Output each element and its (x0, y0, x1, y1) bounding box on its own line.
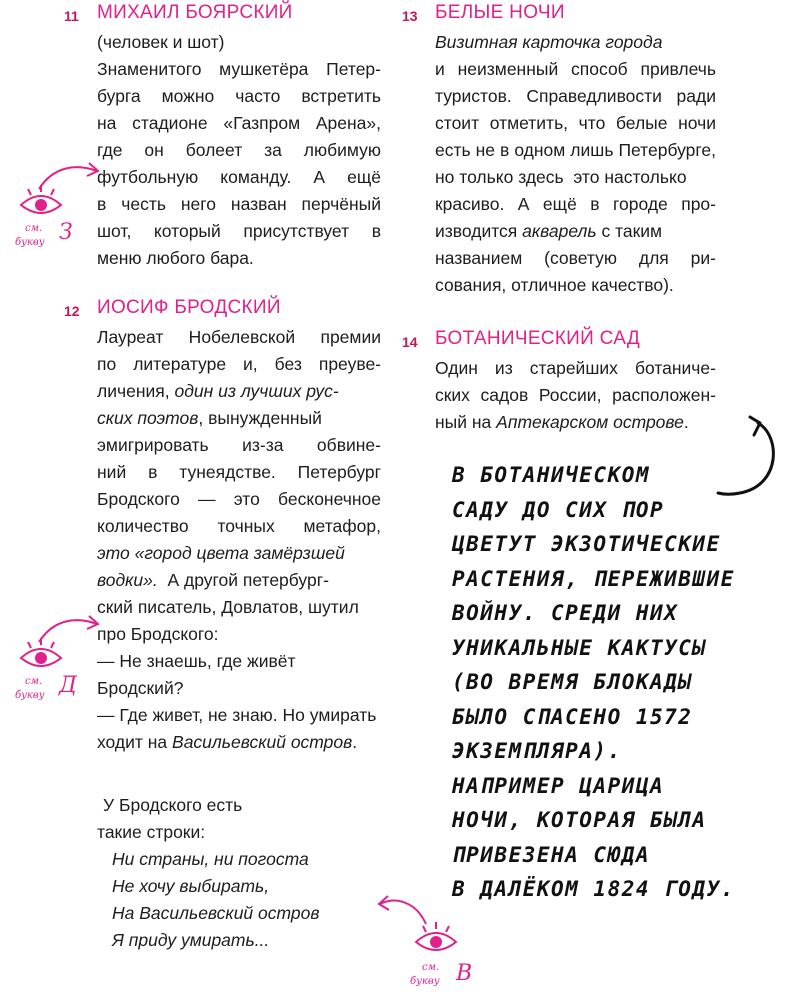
handwritten-note (452, 458, 735, 907)
text-line: Лауреат Нобелевской премии (97, 327, 381, 347)
text-line: Бродский? (97, 678, 184, 698)
text-line: ный на Аптекарском острове. (435, 412, 689, 432)
text-line: бурга можно часто встретить (97, 86, 381, 106)
text-line: ский писатель, Довлатов, шутил (97, 597, 359, 617)
see-letter-z-annotation (15, 155, 100, 265)
see-letter-v-annotation (372, 890, 482, 1000)
text-line: меню любого бара. (97, 248, 254, 268)
handwritten-line: УНИКАЛЬНЫЕ КАКТУСЫ (452, 635, 707, 660)
text-line: это «город цвета замёрзшей (97, 543, 345, 563)
text-line: — Не знаешь, где живёт (97, 651, 296, 671)
text-line: есть не в одном лишь Петербурге, (435, 140, 716, 160)
text-line: шот, который присутствует в (97, 221, 381, 241)
text-line: где он болеет за любимую (97, 140, 381, 160)
text-line: личения, один из лучших рус- (97, 381, 339, 401)
handwritten-line: ЦВЕТУТ ЭКЗОТИЧЕСКИЕ (452, 532, 721, 556)
annotation-letter: З (59, 220, 73, 245)
text-line: футбольную команду. А ещё (97, 167, 381, 187)
section-number-12: 12 (64, 303, 80, 319)
poem-verse (112, 846, 319, 954)
section-number-13: 13 (402, 8, 418, 24)
poem-line: На Васильевский остров (112, 903, 320, 923)
annotation-see: см. (422, 962, 440, 973)
handwritten-line: НОЧИ, КОТОРАЯ БЫЛА (452, 808, 707, 832)
annotation-word: букву (15, 690, 45, 701)
handwritten-line: ЭКЗЕМПЛЯРА). (452, 739, 622, 763)
text-line: на стадионе «Газпром Арена», (97, 113, 381, 133)
text-line: Визитная карточка города (435, 32, 663, 52)
text-line: ний в тунеядстве. Петербург (97, 462, 381, 482)
text-line: ских поэтов, вынужденный (97, 408, 322, 428)
eye-icon (15, 634, 67, 674)
text-line: такие строки: (97, 822, 206, 842)
handwritten-line: ВОЙНУ. СРЕДИ НИХ (452, 601, 679, 625)
text-line: ских садов России, расположен- (435, 385, 716, 405)
eye-icon (15, 181, 67, 221)
text-line: названием (советую для ри- (435, 248, 716, 268)
handwritten-line: САДУ ДО СИХ ПОР (452, 497, 665, 522)
handwritten-line: В БОТАНИЧЕСКОМ (452, 463, 651, 487)
poem-intro (97, 792, 242, 846)
section-body-botanic-garden (435, 355, 716, 436)
text-line: (человек и шот) (97, 32, 225, 52)
section-title-botanic-garden: БОТАНИЧЕСКИЙ САД (435, 328, 641, 349)
section-title-white-nights: БЕЛЫЕ НОЧИ (435, 2, 565, 23)
section-number-11: 11 (64, 8, 79, 24)
annotation-word: букву (410, 976, 440, 987)
text-line: водки». А другой петербург- (97, 570, 329, 590)
text-line: эмигрировать из-за обвине- (97, 435, 381, 455)
text-line: изводится акварель с таким (435, 221, 663, 241)
annotation-letter: В (456, 961, 473, 986)
text-line: ходит на Васильевский остров. (97, 732, 358, 752)
handwritten-line: БЫЛО СПАСЕНО 1572 (452, 704, 693, 729)
text-line: сования, отличное качество). (435, 275, 674, 295)
handwritten-line: НАПРИМЕР ЦАРИЦА (452, 773, 665, 798)
section-body-boyarsky (97, 29, 381, 272)
handwritten-line: ПРИВЕЗЕНА СЮДА (452, 842, 651, 867)
text-line: — Где живет, не знаю. Но умирать (97, 705, 377, 725)
section-number-14: 14 (402, 334, 418, 350)
text-line: про Бродского: (97, 624, 219, 644)
text-line: но только здесь это настолько (435, 167, 687, 187)
text-line: по литературе и, без преуве- (97, 354, 381, 374)
annotation-see: см. (25, 223, 43, 234)
text-line: в честь него назван перчёный (97, 194, 381, 214)
handwritten-line: (ВО ВРЕМЯ БЛОКАДЫ (452, 670, 693, 694)
section-title-boyarsky: МИХАИЛ БОЯРСКИЙ (97, 2, 293, 23)
text-line: и неизменный способ привлечь (435, 59, 716, 79)
text-line: Бродского — это бесконечное (97, 489, 381, 509)
eye-icon (410, 918, 462, 958)
annotation-letter: Д (59, 673, 77, 698)
section-title-brodsky: ИОСИФ БРОДСКИЙ (97, 297, 281, 318)
text-line: туристов. Справедливости ради (435, 86, 716, 106)
poem-line: Ни страны, ни погоста (112, 849, 309, 869)
text-line: количество точных метафор, (97, 516, 381, 536)
text-line: Знаменитого мушкетёра Петер- (97, 59, 381, 79)
poem-line: Я приду умирать... (112, 930, 270, 950)
section-body-brodsky (97, 324, 381, 756)
text-line: У Бродского есть (103, 795, 243, 815)
text-line: Один из старейших ботаниче- (435, 358, 716, 378)
see-letter-d-annotation (15, 608, 100, 718)
text-line: красиво. А ещё в городе про- (435, 194, 716, 214)
handwritten-line: В ДАЛЁКОМ 1824 ГОДУ. (452, 877, 735, 901)
annotation-word: букву (15, 237, 45, 248)
handwritten-line: РАСТЕНИЯ, ПЕРЕЖИВШИЕ (452, 566, 735, 591)
text-line: стоит отметить, что белые ночи (435, 113, 716, 133)
section-body-white-nights (435, 29, 716, 299)
annotation-see: см. (25, 676, 43, 687)
poem-line: Не хочу выбирать, (112, 876, 270, 896)
